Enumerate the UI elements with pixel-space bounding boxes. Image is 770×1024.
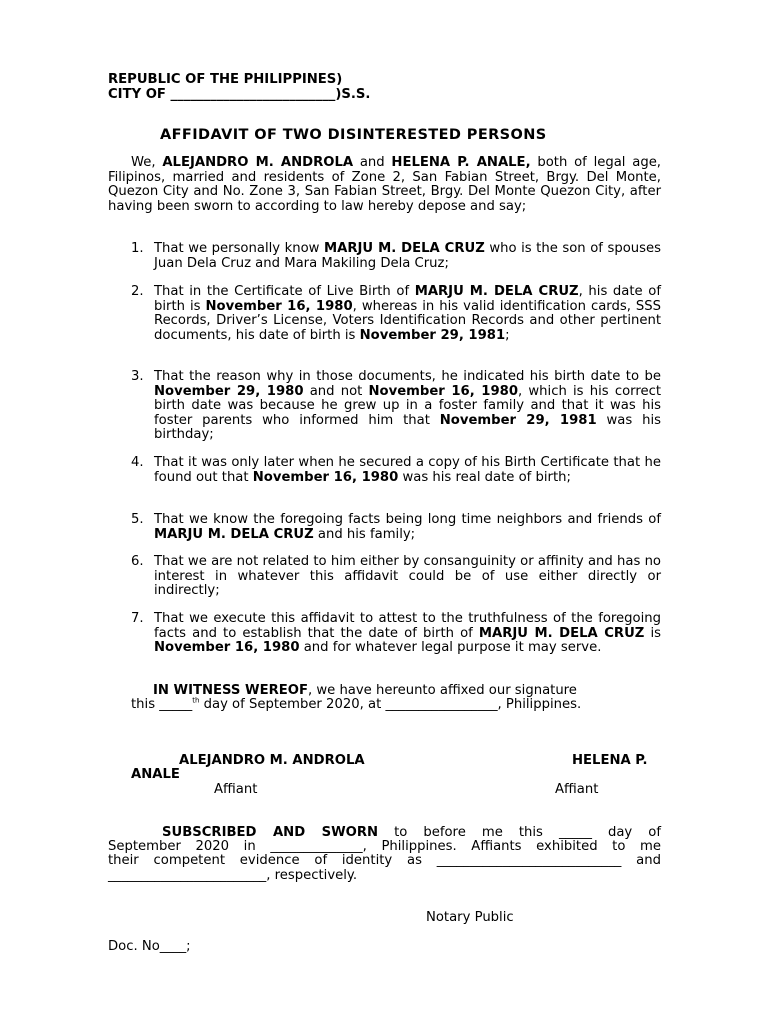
item-bold: MARJU M. DELA CRUZ (478, 625, 645, 641)
intro-paragraph (108, 156, 661, 214)
list-item-number: 1. (131, 241, 144, 256)
item-bold: November 16, 1980 (154, 640, 300, 655)
notary-public-label: Notary Public (426, 910, 514, 925)
intro-text-1: We, (131, 155, 163, 170)
item-text: who is the son of spouses Juan Dela Cruz and Mara Makiling Dela Cruz; (154, 241, 661, 271)
list-item-1 (131, 242, 661, 271)
item-bold: November 16, 1980 (205, 298, 353, 314)
item-text: That we know the foregoing facts being long time neighbors and friends of (154, 512, 661, 527)
doc-number: Doc. No____; (108, 939, 191, 954)
item-text: That in the Certificate of Live Birth of (154, 284, 415, 299)
item-bold: November 16, 1980 (368, 383, 519, 399)
list-item-2 (131, 285, 661, 343)
list-item-text (154, 285, 661, 343)
affiant-name-1: ALEJANDRO M. ANDROLA (162, 155, 354, 170)
item-text: , which is his correct birth date was because he grew up in a foster family and that it was his foster parents who informed him that (154, 383, 661, 428)
signature-name-2-part1: HELENA P. (572, 753, 648, 768)
list-item-7 (131, 612, 661, 656)
item-text: That we execute this affidavit to attest to the truthfulness of the foregoing facts and to establish that the date of birth of (154, 611, 661, 641)
jurat-text-1: to before me this _____ day of (378, 825, 661, 840)
jurat-line-3: their competent evidence of identity as ____________________________ and (108, 853, 661, 868)
signature-name-2-part2: ANALE (131, 767, 180, 782)
list-item-text (154, 513, 661, 542)
list-item-number: 4. (131, 455, 144, 470)
document-title: AFFIDAVIT OF TWO DISINTERESTED PERSONS (160, 127, 547, 143)
item-text: was his real date of birth; (398, 469, 571, 485)
item-text: That the reason why in those documents, he indicated his birth date to be (154, 369, 661, 384)
list-item-text (154, 242, 661, 271)
item-text: is (644, 625, 661, 641)
item-bold: November 16, 1980 (252, 469, 399, 485)
item-bold: MARJU M. DELA CRUZ (324, 241, 485, 256)
jurat-line-2: September 2020 in ______________, Philippines. Affiants exhibited to me (108, 839, 661, 854)
item-bold: November 29, 1981 (439, 412, 597, 428)
item-text: , his date of birth is (154, 284, 661, 314)
intro-text-3: both of legal age, Filipinos, married and residents of Zone 2, San Fabian Street, Brgy. Del Monte, Quezon City and No. Zone 3, San Fabian Street, Brgy. Del Monte Quezon City, after having been sworn to according to law hereby depose and say; (108, 155, 661, 214)
header-city-prefix: CITY OF (108, 87, 171, 102)
item-text: , whereas in his valid identification cards, SSS Records, Driver’s License, Voters Identification Records and other pertinent documents, his date of birth is (154, 298, 662, 343)
witness-line-2 (131, 698, 581, 713)
witness-text-3: day of September 2020, at _________________, Philippines. (199, 697, 582, 712)
list-item-text (154, 456, 661, 485)
list-item-4 (131, 456, 661, 485)
header-city (108, 88, 370, 103)
header-city-suffix: )S.S. (335, 87, 371, 102)
list-item-number: 2. (131, 284, 144, 299)
item-bold: MARJU M. DELA CRUZ (154, 526, 314, 542)
witness-heading: IN WITNESS WEREOF (153, 683, 308, 698)
witness-text-2: this _____ (131, 697, 193, 712)
list-item-text (154, 555, 661, 599)
list-item-text (154, 370, 661, 443)
list-item-3 (131, 370, 661, 443)
item-text: and not (303, 383, 369, 399)
item-text: and his family; (313, 526, 416, 542)
ordinal-suffix: th (192, 696, 200, 705)
item-bold: November 29, 1981 (359, 327, 506, 343)
item-text: That we are not related to him either by consanguinity or affinity and has no interest in whatever this affidavit could be of use either directly or indirectly; (154, 554, 661, 598)
header-republic: REPUBLIC OF THE PHILIPPINES) (108, 72, 343, 87)
list-item-number: 3. (131, 369, 144, 384)
list-item-6 (131, 555, 661, 599)
item-bold: November 29, 1980 (154, 383, 304, 399)
signature-label-1: Affiant (214, 782, 258, 797)
jurat-heading: SUBSCRIBED AND SWORN (162, 825, 379, 840)
list-item-number: 7. (131, 611, 144, 626)
intro-text-2: and (353, 155, 392, 170)
list-item-text (154, 612, 661, 656)
list-item-number: 6. (131, 554, 144, 569)
list-item-5 (131, 513, 661, 542)
header-city-blank: _________________________ (170, 87, 336, 102)
item-text: ; (505, 327, 510, 343)
item-text: was his birthday; (154, 412, 662, 442)
affiant-name-2: HELENA P. ANALE, (391, 155, 531, 170)
item-bold: MARJU M. DELA CRUZ (414, 284, 579, 299)
jurat-line-4: ________________________, respectively. (108, 868, 358, 883)
signature-label-2: Affiant (555, 782, 599, 797)
item-text: and for whatever legal purpose it may serve. (299, 640, 602, 655)
witness-text-1: , we have hereunto affixed our signature (307, 683, 577, 698)
item-text: That it was only later when he secured a copy of his Birth Certificate that he found out that (154, 455, 661, 485)
signature-name-1: ALEJANDRO M. ANDROLA (179, 753, 365, 768)
item-text: That we personally know (154, 241, 325, 256)
list-item-number: 5. (131, 512, 144, 527)
